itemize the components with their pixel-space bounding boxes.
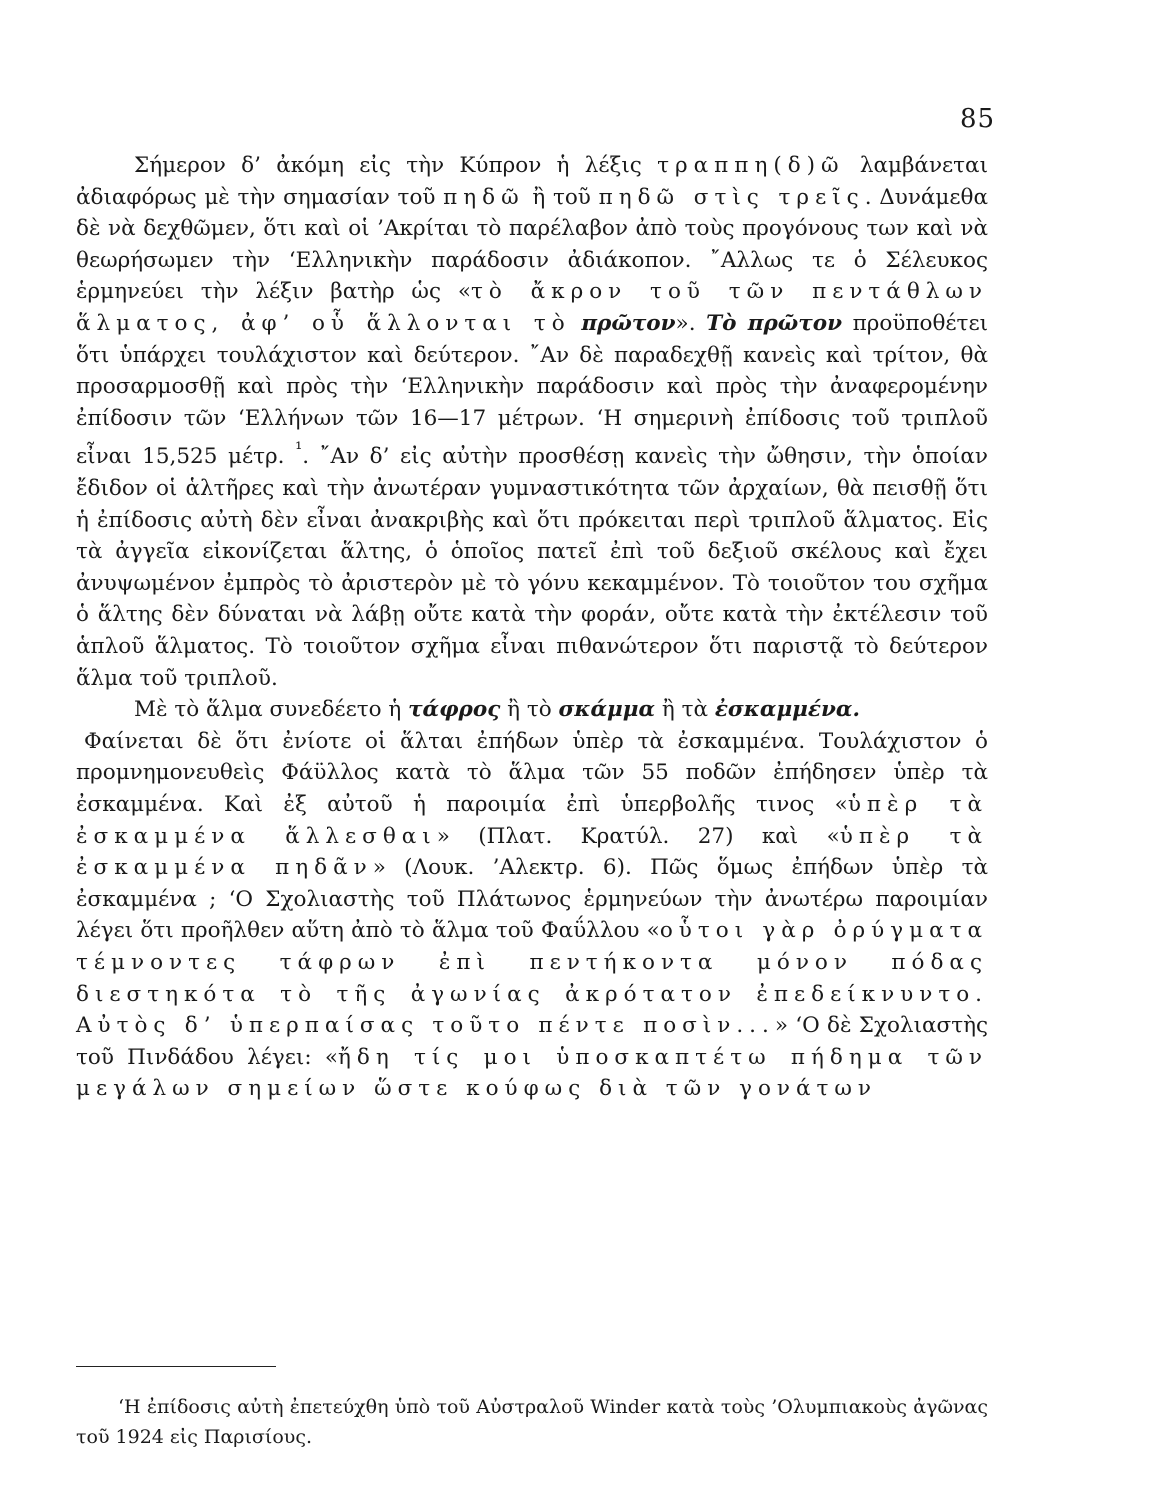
paragraph-2 — [76, 694, 988, 726]
text-run: » (Λουκ. ’Αλεκτρ. 6). Πῶς ὅμως ἐπήδων ὑπὲρ τὰ ἐσκαμμένα ; ‘Ο Σχολιαστὴς τοῦ Πλάτωνος ἑρμηνεύων τὴν ἀνωτέρω παροιμίαν λέγει ὅτι προῆλθεν αὕτη ἀπὸ τὸ ἅλμα τοῦ Φαΰλλου « — [76, 855, 988, 944]
bold-term: ἐσκαμμένα. — [714, 697, 860, 723]
spaced-quote: ἤδη τίς μοι ὑποσκαπτέτω πήδημα τῶν μεγάλων σημείων ὥστε κούφως διὰ τῶν γονάτων — [76, 1044, 988, 1102]
spaced-term: πηδῶ — [443, 184, 525, 210]
text-run: » ‘Ο δὲ Σχολιαστὴς τοῦ Πινδάδου λέγει: « — [76, 1013, 989, 1070]
spaced-quote: οὗτοι γὰρ ὀρύγματα τέμνοντες τάφρων ἐπὶ πεντήκοντα μόνον πόδας διεστηκότα τὸ τῆς ἀγωνίας ἀκρότατον ἐπεδείκνυντο. Αὐτὸς δ’ ὑπερπαίσας τοῦτο πέντε ποσὶν... — [76, 918, 988, 1039]
text-run: ». — [675, 310, 707, 336]
spaced-quote: ὑπὲρ τὰ ἐσκαμμένα πηδᾶν — [76, 823, 988, 881]
bold-term: τάφρος — [408, 697, 501, 723]
text-run: . Δυνάμεθα δὲ νὰ δεχθῶμεν, ὅτι καὶ οἱ ’Ακρίται τὸ παρέλαβον ἀπὸ τοὺς προγόνους των καὶ νὰ θεωρήσωμεν τὴν ‘Ελληνικὴν παράδοσιν ἀδιάκοπον. ῎Αλλως τε ὁ Σέλευκος ἑρμηνεύει τὴν λέξιν βατὴρ ὡς « — [76, 184, 988, 305]
spaced-quote: ὑπὲρ τὰ ἐσκαμμένα ἅλλεσθαι — [76, 792, 988, 849]
spaced-term: τραππη(δ)ῶ — [657, 153, 845, 178]
text-run: Μὲ τὸ ἅλμα συνεδέετο ἡ — [134, 697, 409, 723]
text-run: λαμβάνεται ἀδιαφόρως μὲ τὴν σημασίαν τοῦ — [76, 153, 988, 210]
text-run: ἢ τοῦ — [524, 184, 599, 210]
bold-term: σκάμμα — [558, 697, 656, 723]
text-run: Σήμερον δ’ ἀκόμη εἰς τὴν Κύπρον ἡ λέξις — [134, 153, 658, 178]
text-run: ἢ τὰ — [655, 697, 715, 723]
text-run: . ῎Αν δ’ εἰς αὐτὴν προσθέσῃ κανεὶς τὴν ὤθησιν, τὴν ὁποίαν ἔδιδον οἱ ἁλτῆρες καὶ τὴν ἀνωτέραν γυμναστικότητα τῶν ἀρχαίων, θὰ πεισθῇ ὅτι ἡ ἐπίδοσις αὐτὴ δὲν εἶναι ἀνακριβὴς καὶ ὅτι πρόκειται περὶ τριπλοῦ ἅλματος. Εἰς τὰ ἀγγεῖα εἰκονίζεται ἅλτης, ὁ ὁποῖος πατεῖ ἐπὶ τοῦ δεξιοῦ σκέλους καὶ ἔχει ἀνυψωμένον ἐμπρὸς τὸ ἀριστερὸν μὲ τὸ γόνυ κεκαμμένον. Τὸ τοιοῦτον του σχῆμα ὁ ἅλτης δὲν δύναται νὰ λάβῃ οὔτε κατὰ τὴν φοράν, οὔτε κατὰ τὴν ἐκτέλεσιν τοῦ ἁπλοῦ ἅλματος. Τὸ τοιοῦτον σχῆμα εἶναι πιθανώτερον ὅτι παριστᾷ τὸ δεύτερον ἅλμα τοῦ τριπλοῦ. — [76, 444, 988, 691]
paragraph-3 — [76, 726, 988, 1105]
text-run — [571, 311, 582, 336]
page-number: 85 — [960, 104, 996, 134]
spaced-quote: τὸ ἄκρον τοῦ τῶν πεντάθλων ἅλματος, ἀφ’ οὗ ἅλλονται τὸ — [76, 279, 989, 336]
paragraph-1 — [76, 150, 988, 694]
footnote-divider — [76, 1366, 276, 1367]
text-run: προϋποθέτει ὅτι ὑπάρχει τουλάχιστον καὶ δεύτερον. ῎Αν δὲ παραδεχθῇ κανεὶς καὶ τρίτον, θὰ προσαρμοσθῇ καὶ πρὸς τὴν ‘Ελληνικὴν παράδοσιν καὶ πρὸς τὴν ἀναφερομένην ἐπίδοσιν τῶν ‘Ελλήνων τῶν 16—17 μέτρων. ‘Η σημερινὴ ἐπίδοσις τοῦ τριπλοῦ εἶναι 15,525 μέτρ. — [76, 310, 989, 470]
text-run: Φαίνεται δὲ ὅτι ἐνίοτε οἱ ἅλται ἐπήδων ὑπὲρ τὰ ἐσκαμμένα. Τουλάχιστον ὁ προμνημονευθεὶς Φάϋλλος κατὰ τὸ ἅλμα τῶν 55 ποδῶν ἐπήδησεν ὑπὲρ τὰ ἐσκαμμένα. Καὶ ἐξ αὐτοῦ ἡ παροιμία ἐπὶ ὑπερβολῆς τινος « — [76, 728, 988, 818]
text-run: » (Πλατ. Κρατύλ. 27) καὶ « — [436, 823, 840, 849]
bold-term: Τὸ πρῶτον — [706, 310, 842, 336]
footnote: ‘Η ἐπίδοσις αὐτὴ ἐπετεύχθη ὑπὸ τοῦ Αὐστραλοῦ Winder κατὰ τοὺς ’Ολυμπιακοὺς ἀγῶνας τοῦ 1924 εἰς Παρισίους. — [76, 1396, 988, 1448]
body-text — [76, 150, 988, 1105]
bold-term: πρῶτον — [581, 310, 676, 336]
text-run: ἢ τὸ — [500, 697, 559, 723]
footnote-ref: ¹ — [295, 439, 303, 461]
spaced-term: πηδῶ στὶς τρεῖς — [598, 184, 865, 210]
